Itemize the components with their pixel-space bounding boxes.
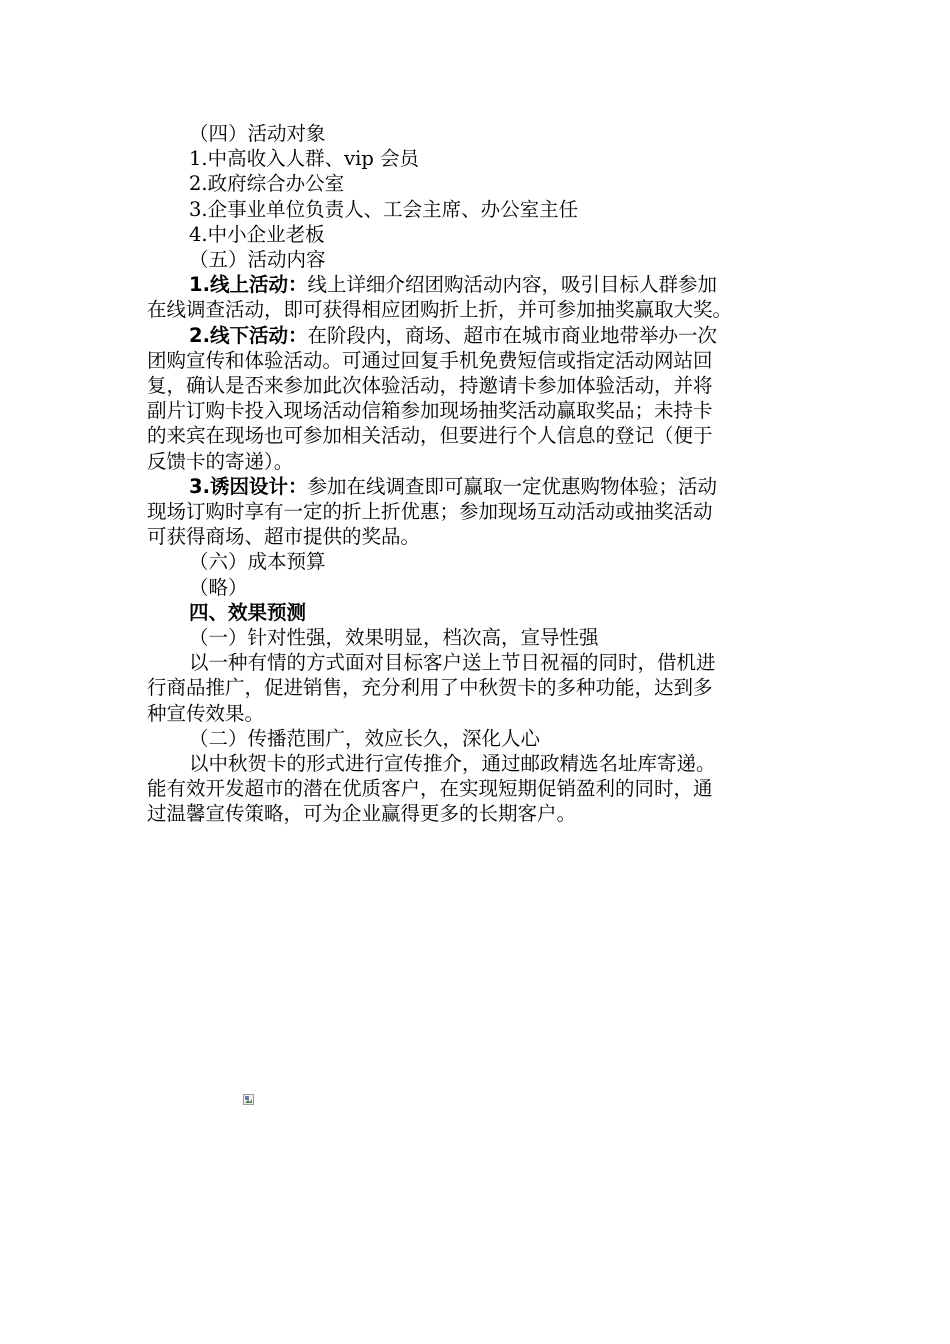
offline-text: 在阶段内，商场、超市在城市商业地带举办一次 <box>307 323 717 347</box>
paragraph-offline-line: 反馈卡的寄递）。 <box>147 449 294 473</box>
section-title-budget: （六）成本预算 <box>189 550 326 574</box>
paragraph-incentive-line <box>147 474 807 499</box>
paragraph-offline-line: 副片订购卡投入现场活动信箱参加现场抽奖活动赢取奖品；未持卡 <box>147 399 713 423</box>
effect2-line: 过温馨宣传策略，可为企业赢得更多的长期客户。 <box>147 802 577 826</box>
effect1-title: （一）针对性强，效果明显，档次高，宣导性强 <box>189 626 599 650</box>
online-text: 线上详细介绍团购活动内容，吸引目标人群参加 <box>307 273 717 297</box>
effect2-line: 以中秋贺卡的形式进行宣传推介，通过邮政精选名址库寄递。 <box>189 752 716 776</box>
effect2-title: （二）传播范围广，效应长久，深化人心 <box>189 726 541 750</box>
incentive-label: 3.诱因设计： <box>189 474 308 498</box>
paragraph-incentive-line: 现场订购时享有一定的折上折优惠；参加现场互动活动或抽奖活动 <box>147 500 713 524</box>
paragraph-online-line: 在线调查活动，即可获得相应团购折上折，并可参加抽奖赢取大奖。 <box>147 298 733 322</box>
effect1-line: 行商品推广，促进销售，充分利用了中秋贺卡的多种功能，达到多 <box>147 676 713 700</box>
document-body <box>147 121 807 827</box>
offline-label: 2.线下活动： <box>189 323 308 347</box>
effect1-line: 种宣传效果。 <box>147 701 265 725</box>
list-item: 2.政府综合办公室 <box>189 172 345 196</box>
list-item: 4.中小企业老板 <box>189 222 325 246</box>
paragraph-offline-line: 的来宾在现场也可参加相关活动，但要进行个人信息的登记（便于 <box>147 424 713 448</box>
effect1-line: 以一种有情的方式面对目标客户送上节日祝福的同时，借机进 <box>189 651 716 675</box>
section-title-audience: （四）活动对象 <box>189 122 326 145</box>
online-label: 1.线上活动： <box>189 273 308 297</box>
broken-image-icon <box>243 1094 254 1105</box>
paragraph-offline-line: 团购宣传和体验活动。可通过回复手机免费短信或指定活动网站回 <box>147 348 713 372</box>
section-heading-effects: 四、效果预测 <box>189 600 307 624</box>
paragraph-offline-line: 复，确认是否来参加此次体验活动，持邀请卡参加体验活动，并将 <box>147 374 713 398</box>
paragraph-incentive-line: 可获得商场、超市提供的奖品。 <box>147 525 421 549</box>
budget-body: （略） <box>189 575 248 599</box>
paragraph-offline-line <box>147 323 807 348</box>
list-item: 3.企事业单位负责人、工会主席、办公室主任 <box>189 197 579 221</box>
paragraph-online-line <box>147 272 807 297</box>
section-title-content: （五）活动内容 <box>189 248 326 272</box>
incentive-text: 参加在线调查即可赢取一定优惠购物体验；活动 <box>307 474 717 498</box>
effect2-line: 能有效开发超市的潜在优质客户，在实现短期促销盈利的同时，通 <box>147 777 713 801</box>
list-item: 1.中高收入人群、vip 会员 <box>189 147 420 171</box>
